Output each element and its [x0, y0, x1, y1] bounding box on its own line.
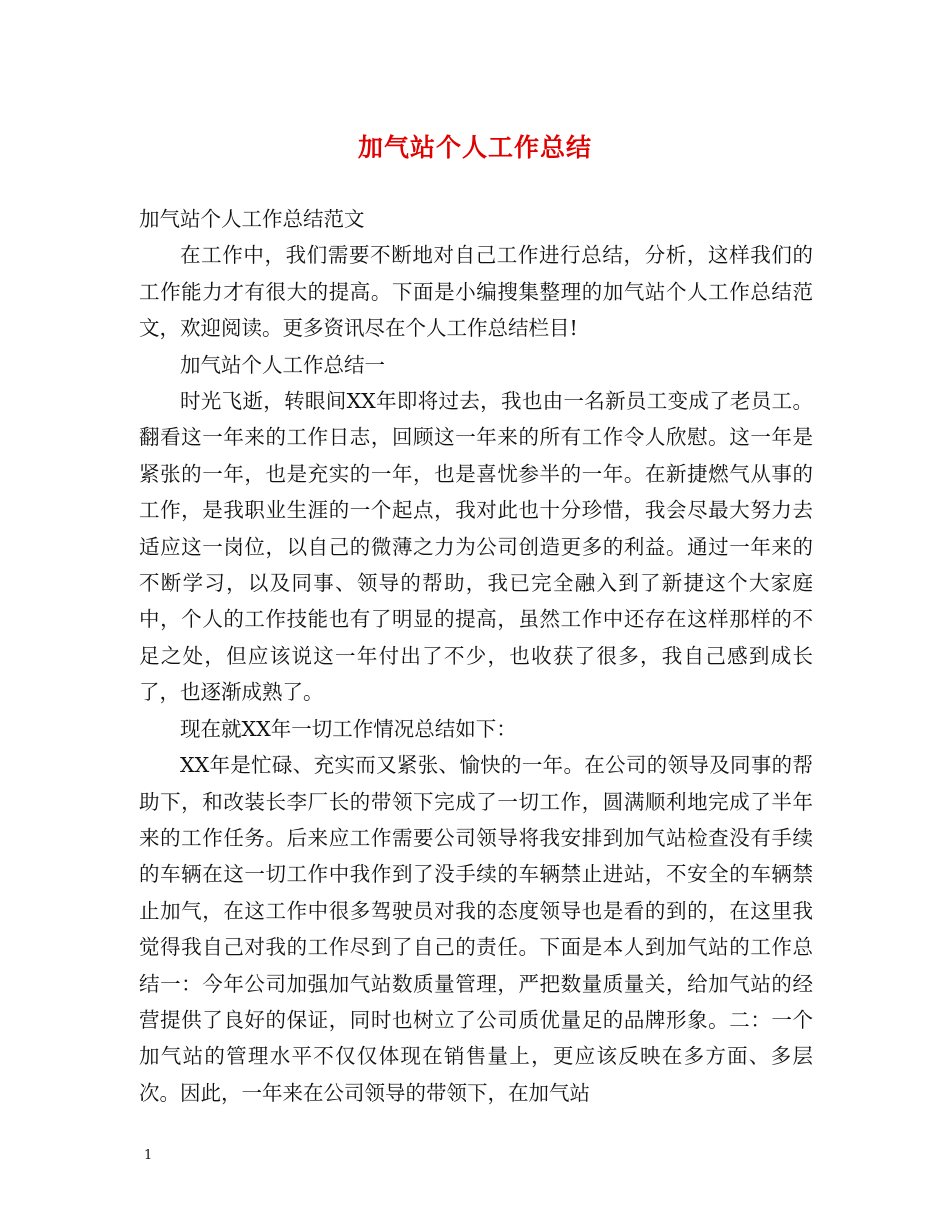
document-subtitle: 加气站个人工作总结范文 [139, 207, 365, 231]
page-number: 1 [144, 1148, 153, 1163]
document-title: 加气站个人工作总结 [357, 133, 592, 162]
paragraph-review: 时光飞逝，转眼间XX年即将过去，我也由一名新员工变成了老员工。翻看这一年来的工作日志，回顾这一年来的所有工作令人欣慰。这一年是紧张的一年，也是充实的一年，也是喜忧参半的一年。在新捷燃气从事的工作，是我职业生涯的一个起点，我对此也十分珍惜，我会尽最大努力去适应这一岗位，以自己的微薄之力为公司创造更多的利益。通过一年来的不断学习，以及同事、领导的帮助，我已完全融入到了新捷这个大家庭中，个人的工作技能也有了明显的提高，虽然工作中还存在这样那样的不足之处，但应该说这一年付出了不少，也收获了很多，我自己感到成长了，也逐渐成熟了。 [139, 389, 813, 705]
paragraph-work-details: XX年是忙碌、充实而又紧张、愉快的一年。在公司的领导及同事的帮助下，和改装长李厂长的带领下完成了一切工作，圆满顺利地完成了半年来的工作任务。后来应工作需要公司领导将我安排到加气站检查没有手续的车辆在这一切工作中我作到了没手续的车辆禁止进站，不安全的车辆禁止加气，在这工作中很多驾驶员对我的态度领导也是看的到的，在这里我觉得我自己对我的工作尽到了自己的责任。下面是本人到加气站的工作总结一：今年公司加强加气站数质量管理，严把数量质量关，给加气站的经营提供了良好的保证，同时也树立了公司质优量足的品牌形象。二：一个加气站的管理水平不仅仅体现在销售量上，更应该反映在多方面、多层次。因此，一年来在公司领导的带领下，在加气站 [139, 753, 813, 1105]
document-body [139, 201, 813, 1111]
paragraph-summary-lead: 现在就XX年一切工作情况总结如下： [180, 716, 517, 741]
section-heading-one: 加气站个人工作总结一 [180, 352, 385, 377]
paragraph-intro: 在工作中，我们需要不断地对自己工作进行总结，分析，这样我们的工作能力才有很大的提高。下面是小编搜集整理的加气站个人工作总结范文，欢迎阅读。更多资讯尽在个人工作总结栏目! [139, 243, 813, 341]
